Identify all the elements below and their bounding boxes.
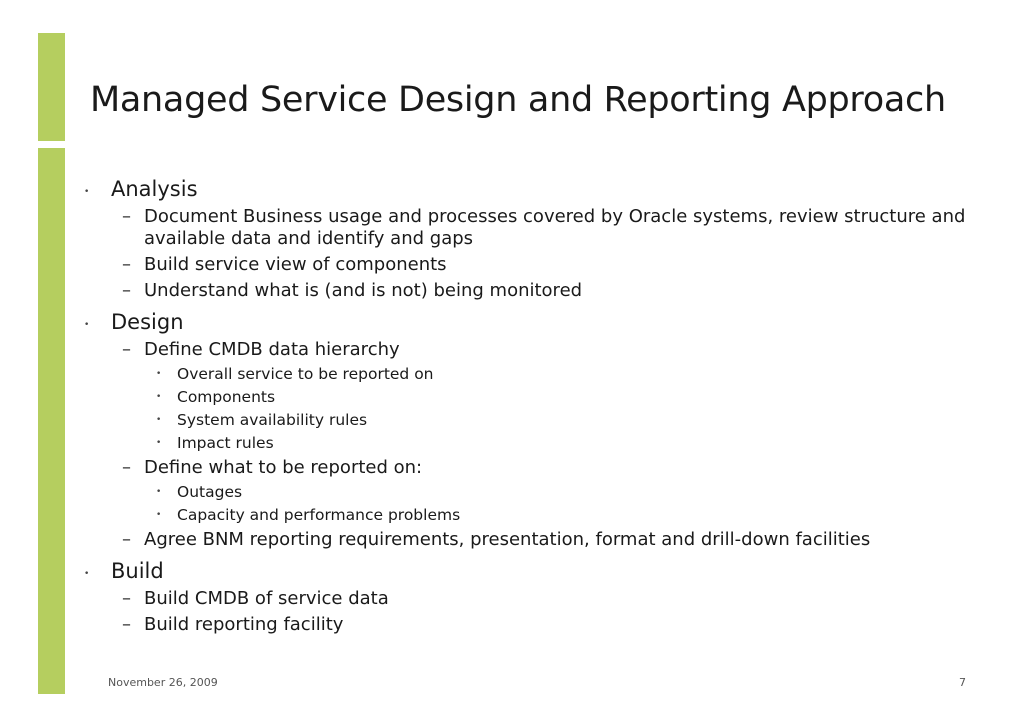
section-heading: Build (111, 559, 164, 583)
list-item (84, 339, 984, 361)
list-item (84, 206, 984, 250)
bullet-icon: • (156, 415, 162, 425)
list-item-text: Agree BNM reporting requirements, presentation, format and drill-down facilities (144, 529, 871, 550)
list-item (84, 457, 984, 479)
sub-list-item (84, 482, 984, 502)
bullet-icon: • (84, 187, 90, 197)
list-item (84, 614, 984, 636)
dash-icon: – (122, 457, 131, 478)
dash-icon: – (122, 588, 131, 609)
bullet-icon: • (156, 369, 162, 379)
section-analysis (84, 176, 984, 202)
section-heading: Design (111, 310, 184, 334)
list-item-text: Understand what is (and is not) being monitored (144, 280, 583, 301)
bullet-icon: • (156, 487, 162, 497)
list-item (84, 529, 984, 551)
sub-list-item (84, 387, 984, 407)
bullet-icon: • (84, 320, 90, 330)
dash-icon: – (122, 206, 131, 227)
list-item (84, 588, 984, 610)
dash-icon: – (122, 529, 131, 550)
list-item-text: Build service view of components (144, 254, 447, 275)
list-item (84, 280, 984, 302)
bullet-icon: • (84, 569, 90, 579)
sub-list-item (84, 433, 984, 453)
slide-title: Managed Service Design and Reporting Approach (90, 80, 946, 120)
bullet-icon: • (156, 510, 162, 520)
sub-list-item-text: Impact rules (177, 434, 274, 452)
dash-icon: – (122, 254, 131, 275)
sub-list-item-text: Overall service to be reported on (177, 365, 434, 383)
list-item-text: Build reporting facility (144, 614, 344, 635)
page-number: 7 (959, 676, 966, 689)
slide-content (84, 176, 984, 636)
sub-list-item (84, 410, 984, 430)
sub-list-item-text: Components (177, 388, 276, 406)
sub-list-item-text: Capacity and performance problems (177, 506, 461, 524)
footer-date: November 26, 2009 (108, 676, 218, 689)
list-item-text: Define what to be reported on: (144, 457, 423, 478)
list-item-text: Document Business usage and processes covered by Oracle systems, review structure and available data and identify and gaps (144, 206, 966, 249)
accent-bar-top (38, 33, 65, 141)
list-item-text: Define CMDB data hierarchy (144, 339, 400, 360)
dash-icon: – (122, 614, 131, 635)
list-item-text: Build CMDB of service data (144, 588, 389, 609)
dash-icon: – (122, 339, 131, 360)
dash-icon: – (122, 280, 131, 301)
section-build (84, 558, 984, 584)
sub-list-item (84, 505, 984, 525)
sub-list-item-text: System availability rules (177, 411, 368, 429)
section-design (84, 309, 984, 335)
bullet-icon: • (156, 392, 162, 402)
sub-list-item-text: Outages (177, 483, 243, 501)
accent-bar-main (38, 148, 65, 694)
list-item (84, 254, 984, 276)
section-heading: Analysis (111, 177, 198, 201)
sub-list-item (84, 364, 984, 384)
bullet-icon: • (156, 438, 162, 448)
